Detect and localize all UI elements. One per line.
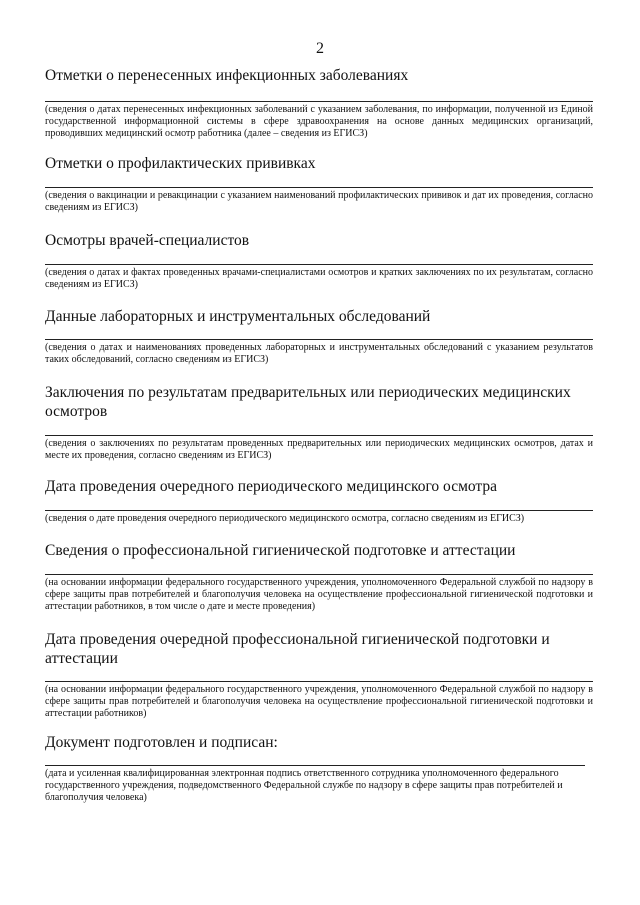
fill-line: [45, 574, 593, 575]
section-exam-conclusions: [45, 383, 593, 462]
fill-line: [45, 681, 593, 682]
fill-line: [45, 187, 593, 188]
fill-line: [45, 264, 593, 265]
section-heading: Документ подготовлен и подписан:: [45, 734, 278, 751]
section-heading: Отметки о перенесенных инфекционных заболеваниях: [45, 67, 409, 84]
section-vaccinations: [45, 154, 593, 214]
section-hygiene-training: [45, 541, 593, 613]
section-caption: (сведения о дате проведения очередного периодического медицинского осмотра, согласно сведениям из ЕГИСЗ): [45, 513, 525, 524]
page-number: 2: [316, 40, 324, 57]
section-heading: Данные лабораторных и инструментальных обследований: [45, 308, 431, 325]
section-heading: Дата проведения очередного периодического медицинского осмотра: [45, 478, 498, 495]
section-heading: Заключения по результатам предварительных или периодических медицинских осмотров: [45, 384, 571, 420]
fill-line: [45, 101, 593, 102]
section-caption: (дата и усиленная квалифицированная электронная подпись ответственного сотрудника уполномоченного федерального государственного учреждения, подведомственного Федеральной службе по надзору в сфере защиты прав потребителей и благополучия человека): [45, 768, 563, 803]
section-specialist-exams: [45, 231, 593, 291]
section-signature: [45, 733, 593, 804]
signature-line: [45, 765, 585, 766]
section-heading: Дата проведения очередной профессиональной гигиенической подготовки и аттестации: [45, 631, 550, 667]
section-caption: (сведения о датах и фактах проведенных врачами-специалистами осмотров и кратких заключениях по их результатам, согласно сведениям из ЕГИСЗ): [45, 267, 593, 290]
section-caption: (сведения о заключениях по результатам проведенных предварительных или периодических медицинских осмотров, датах и месте их проведения, согласно сведениям из ЕГИСЗ): [45, 438, 593, 461]
fill-line: [45, 510, 593, 511]
section-caption: (на основании информации федерального государственного учреждения, уполномоченного Федеральной службой по надзору в сфере защиты прав потребителей и благополучия человека на осуществление профессиональной гигиенической подготовки и аттестации работников, в том числе о дате и месте проведения): [45, 577, 593, 612]
section-infectious-diseases: [45, 66, 593, 140]
section-caption: (на основании информации федерального государственного учреждения, уполномоченного Федеральной службой по надзору в сфере защиты прав потребителей и благополучия человека на осуществление профессиональной гигиенической подготовки и аттестации работников): [45, 684, 593, 719]
fill-line: [45, 435, 593, 436]
fill-line: [45, 339, 593, 340]
section-heading: Отметки о профилактических прививках: [45, 155, 316, 172]
section-caption: (сведения о вакцинации и ревакцинации с указанием наименований профилактических прививок и дат их проведения, согласно сведениям из ЕГИСЗ): [45, 190, 593, 213]
section-caption: (сведения о датах перенесенных инфекционных заболеваний с указанием заболевания, по информации, полученной из Единой государственной информационной системы в сфере здравоохранения на основе данных медицинских организаций, проводивших медицинский осмотр работника (далее – сведения из ЕГИСЗ): [45, 104, 593, 139]
section-lab-tests: [45, 307, 593, 366]
section-next-training-date: [45, 630, 593, 720]
section-next-exam-date: [45, 477, 593, 525]
section-heading: Сведения о профессиональной гигиенической подготовке и аттестации: [45, 542, 516, 559]
section-heading: Осмотры врачей-специалистов: [45, 232, 250, 249]
section-caption: (сведения о датах и наименованиях проведенных лабораторных и инструментальных обследований с указанием результатов таких обследований, согласно сведениям из ЕГИСЗ): [45, 342, 593, 365]
